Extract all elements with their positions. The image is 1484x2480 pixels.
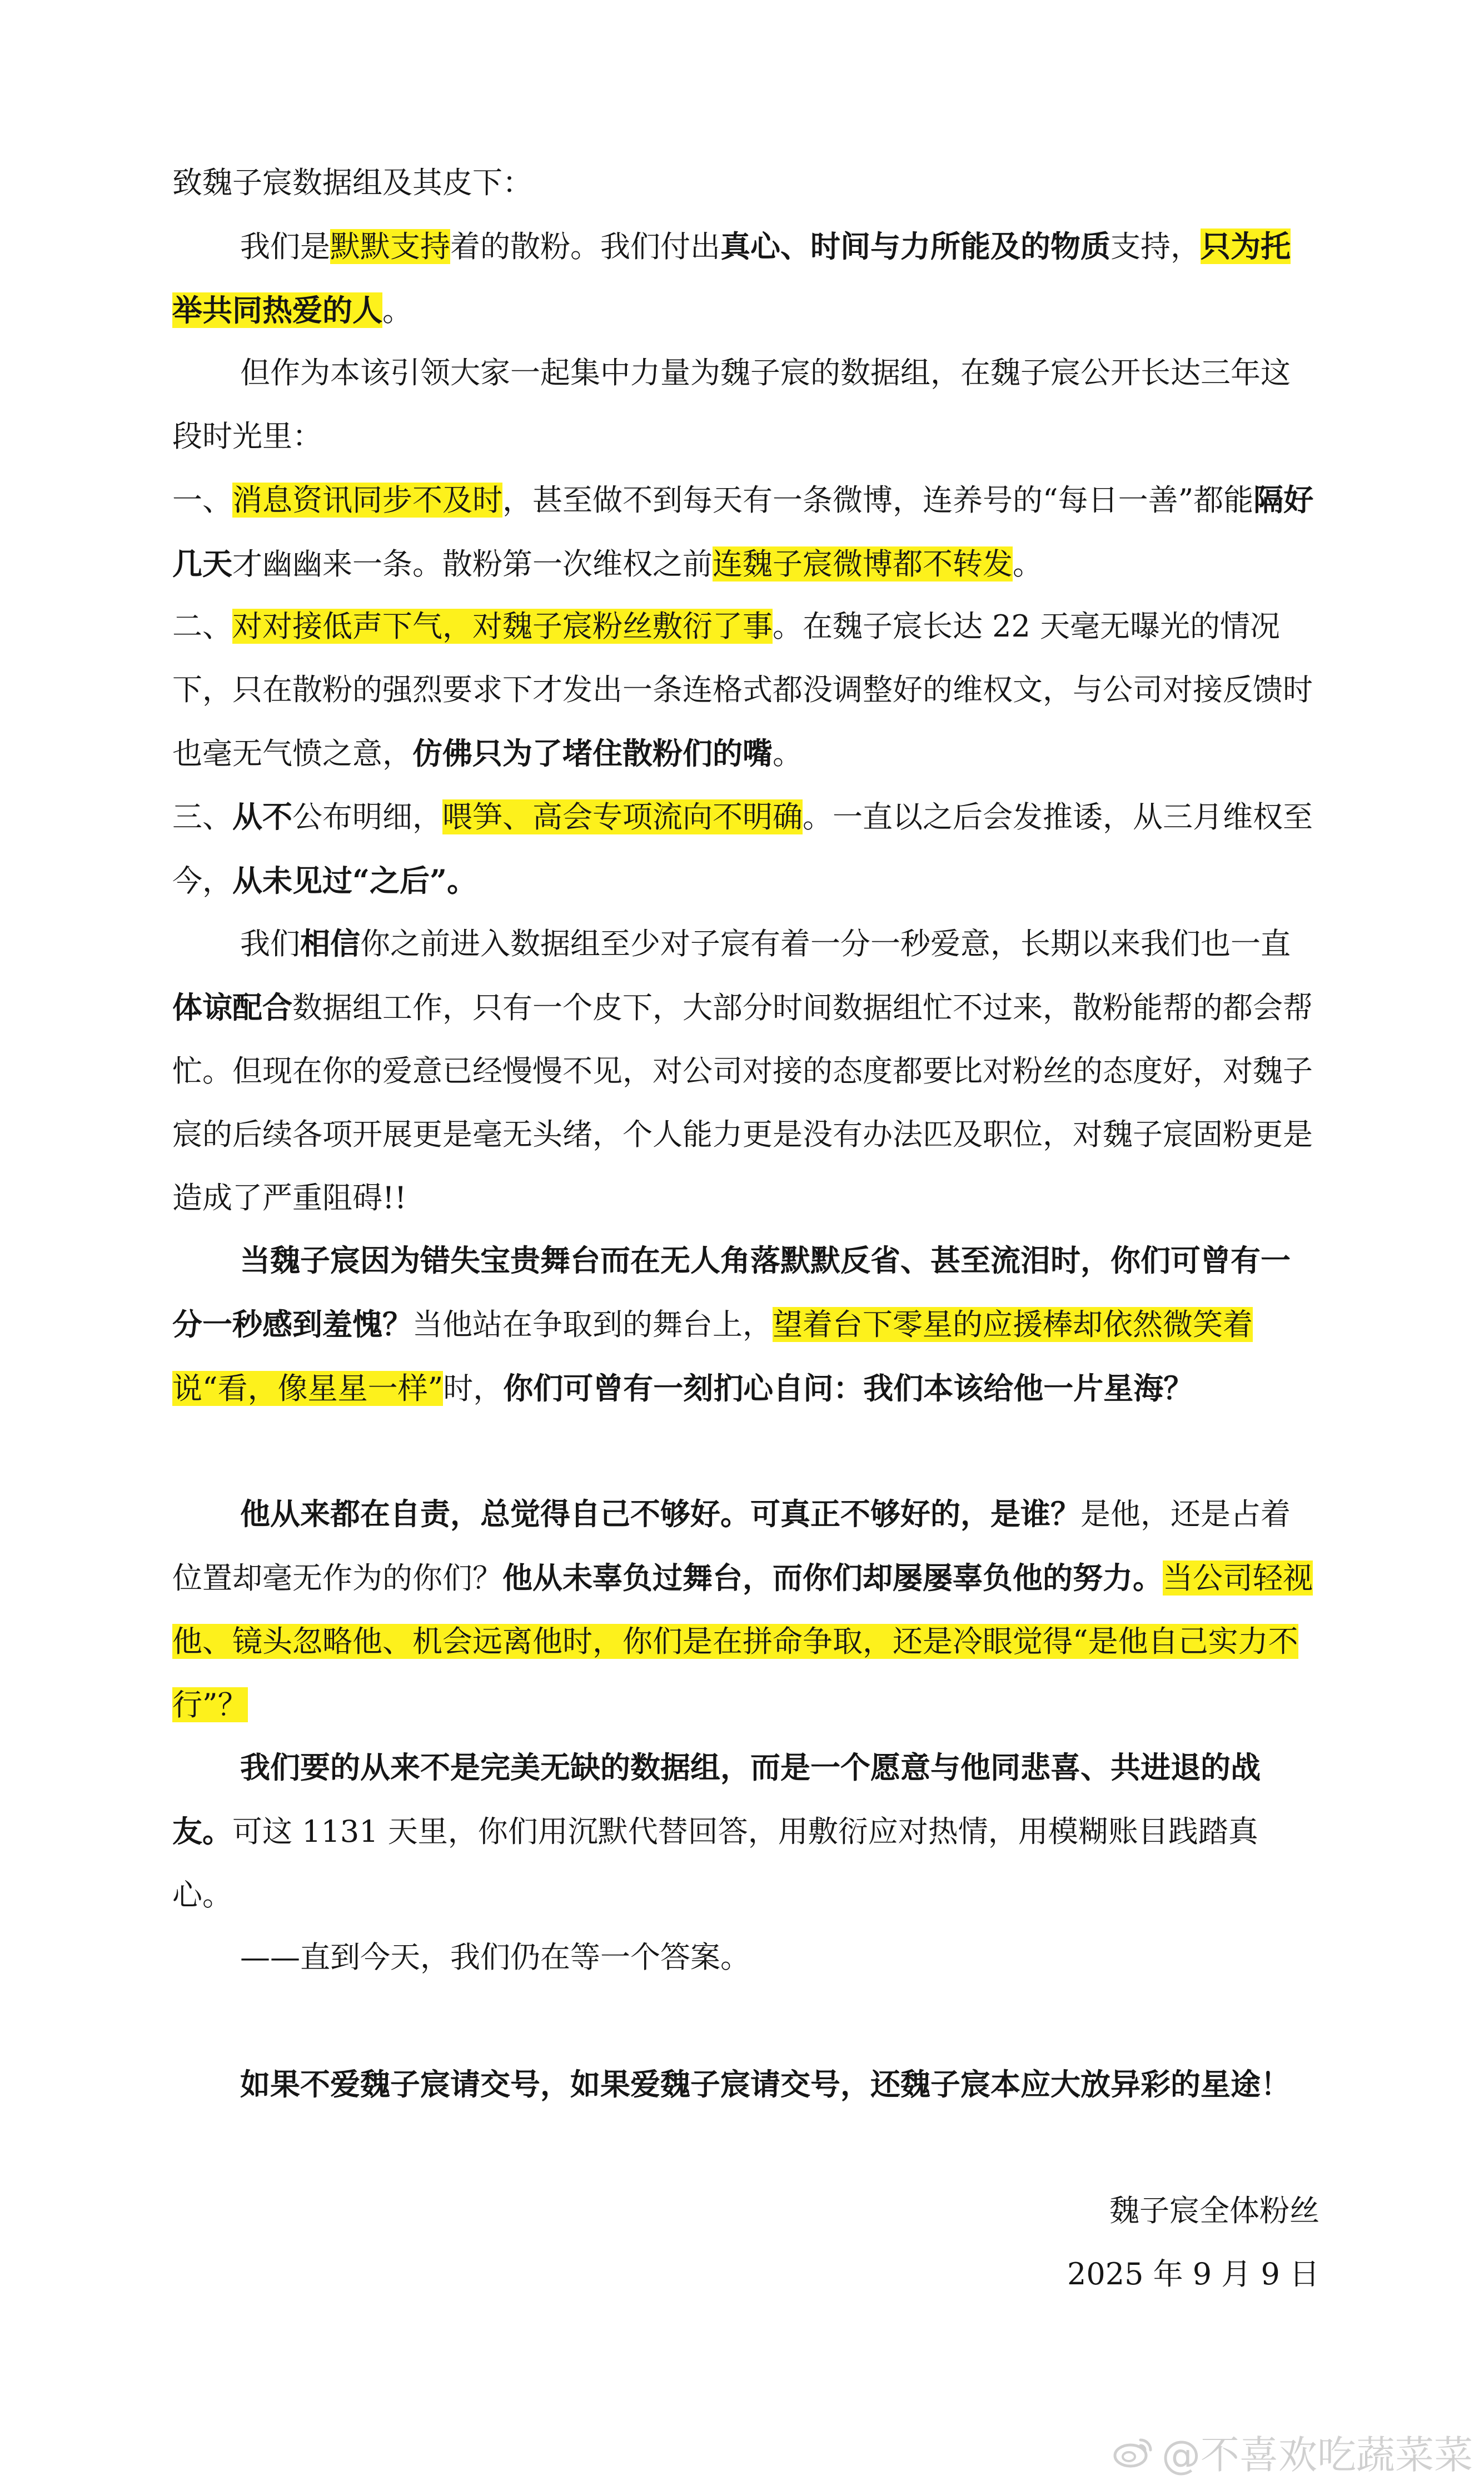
highlight: 默默支持 [330,229,450,264]
highlight: 望着台下零星的应援棒却依然微笑着说“看，像星星一样” [172,1307,1253,1406]
paragraph-7: ——直到今天，我们仍在等一个答案。 [240,1940,750,1975]
highlight: 对对接低声下气，对魏子宸粉丝敷衍了事 [232,609,773,644]
highlight: 消息资讯同步不及时 [232,483,502,518]
watermark-text: @不喜欢吃蔬菜菜 [1162,2432,1473,2478]
paragraph-3: 我们相信你之前进入数据组至少对子宸有着一分一秒爱意，长期以来我们也一直体谅配合数据组工作，只有一个皮下，大部分时间数据组忙不过来，散粉能帮的都会帮忙。但现在你的爱意已经慢慢不见，对公司对接的态度都要比对粉丝的态度好，对魏子宸的后续各项开展更是毫无头绪，个人能力更是没有办法匹及职位，对魏子宸固粉更是造成了严重阻碍!! [172,926,1313,1215]
highlight: 当公司轻视他、镜头忽略他、机会远离他时，你们是在拼命争取，还是冷眼觉得“是他自己实力不行”？ [172,1560,1313,1722]
list-item-3: 三、从不公布明细，喂笋、高会专项流向不明确。一直以之后会发推诿，从三月维权至今，从未见过“之后”。 [172,799,1313,898]
list-item-2: 二、对对接低声下气，对魏子宸粉丝敷衍了事。在魏子宸长达 22 天毫无曝光的情况下，只在散粉的强烈要求下才发出一条连格式都没调整好的维权文，与公司对接反馈时也毫无气愤之意，仿佛只为了堵住散粉们的嘴。 [172,609,1313,771]
highlight: 喂笋、高会专项流向不明确 [442,799,803,834]
paragraph-2: 但作为本该引领大家一起集中力量为魏子宸的数据组，在魏子宸公开长达三年这段时光里： [172,355,1291,454]
paragraph-1: 我们是默默支持着的散粉。我们付出真心、时间与力所能及的物质支持，只为托举共同热爱的人。 [172,228,1291,328]
greeting: 致魏子宸数据组及其皮下： [172,165,532,200]
paragraph-5: 他从来都在自责，总觉得自己不够好。可真正不够好的，是谁？是他，还是占着位置却毫无作为的你们？他从未辜负过舞台，而你们却屡屡辜负他的努力。当公司轻视他、镜头忽略他、机会远离他时，你们是在拼命争取，还是冷眼觉得“是他自己实力不行”？ [172,1496,1313,1722]
paragraph-6: 我们要的从来不是完美无缺的数据组，而是一个愿意与他同悲喜、共进退的战友。可这 1131 天里，你们用沉默代替回答，用敷衍应对热情，用模糊账目践踏真心。 [172,1750,1261,1912]
signature: 魏子宸全体粉丝 [1109,2193,1319,2228]
highlight: 只为托举共同热爱的人 [172,228,1291,328]
highlight: 连魏子宸微博都不转发 [713,546,1013,582]
watermark [1113,2424,1473,2480]
closing-paragraph: 如果不爱魏子宸请交号，如果爱魏子宸请交号，还魏子宸本应大放异彩的星途！ [240,2066,1291,2102]
paragraph-4: 当魏子宸因为错失宝贵舞台而在无人角落默默反省、甚至流泪时，你们可曾有一分一秒感到羞愧？当他站在争取到的舞台上，望着台下零星的应援棒却依然微笑着说“看，像星星一样”时，你们可曾有一刻扪心自问：我们本该给他一片星海？ [172,1243,1291,1406]
date: 2025 年 9 月 9 日 [1067,2257,1319,2292]
list-item-1: 一、消息资讯同步不及时，甚至做不到每天有一条微博，连养号的“每日一善”都能隔好几天才幽幽来一条。散粉第一次维权之前连魏子宸微博都不转发。 [172,482,1314,582]
weibo-logo-icon [1113,2436,1154,2469]
